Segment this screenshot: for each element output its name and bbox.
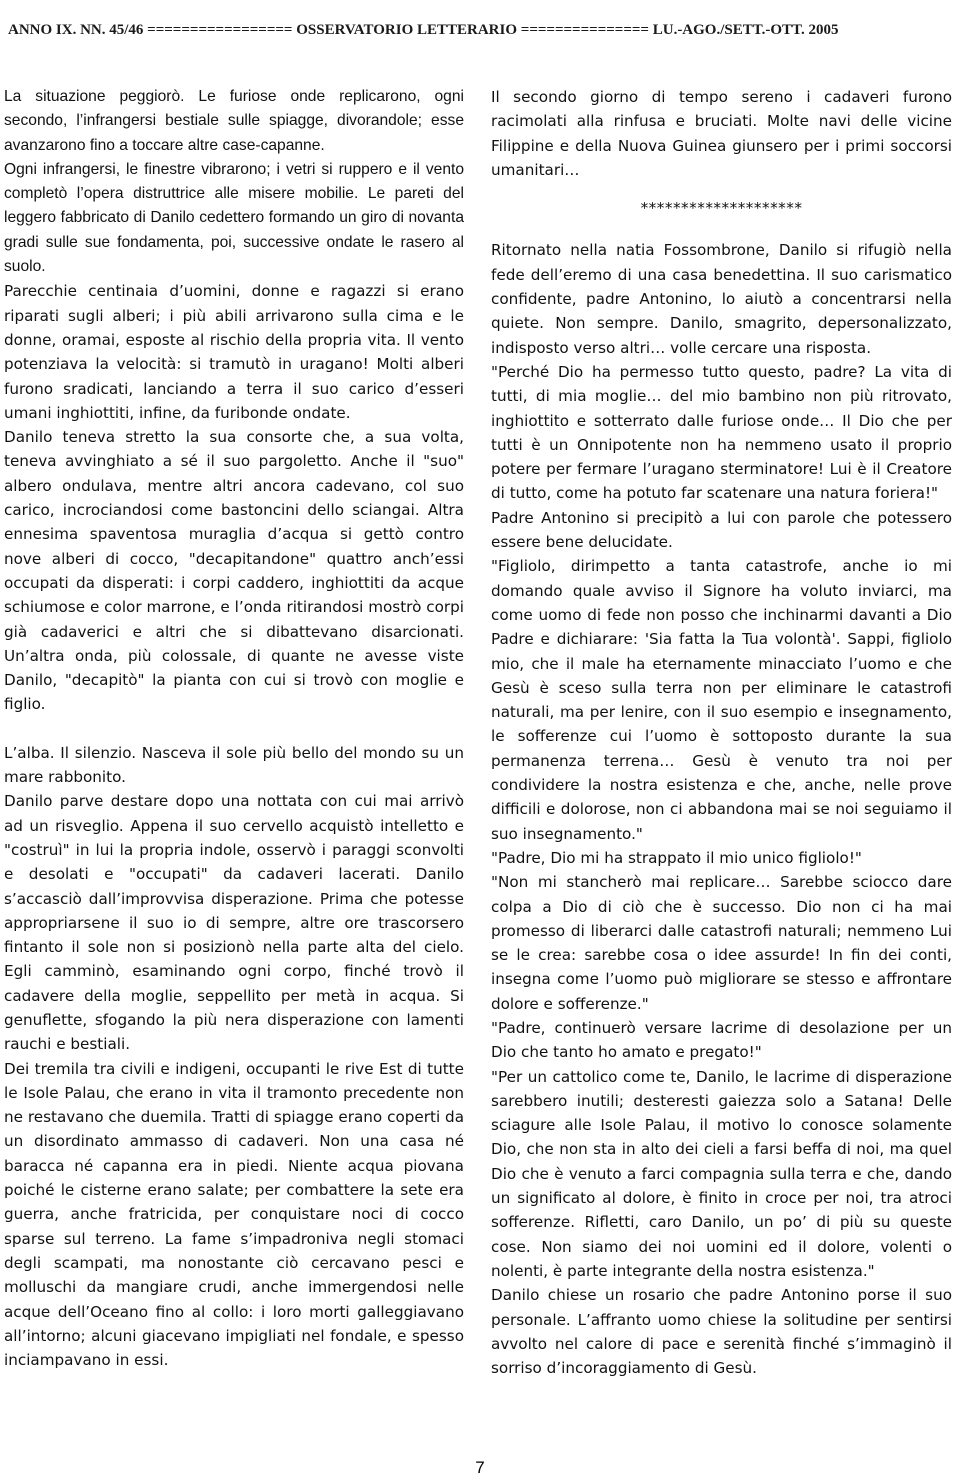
paragraph: Danilo chiese un rosario che padre Antonino porse il suo personale. L’affranto uomo chiese la solitudine per sentirsi avvolto nel calore di pace e serenità finché s’immaginò il sorriso d’incoraggiamento di Gesù. xyxy=(491,1286,952,1378)
paragraph: "Perché Dio ha permesso tutto questo, padre? La vita di tutti, di mia moglie… del mio bambino non più ritrovato, inghiottito e sotterrato dalle furiose onde… Il Dio che per tutti è un Onnipotente non ha nemmeno usato il proprio potere per fermare l’uragano sterminatore! Lui è il Creatore di tutto, come ha potuto far scatenare una natura foriera!" xyxy=(491,362,952,503)
paragraph: Ogni infrangersi, le finestre vibrarono; i vetri si ruppero e il vento completò l’opera distruttrice alle misere mobilie. Le pareti del leggero fabbricato di Danilo cedettero formando un giro di novanta gradi sulle sue fondamenta, poi, successive ondate le rasero al suolo. xyxy=(4,160,464,276)
paragraph: "Figliolo, dirimpetto a tanta catastrofe, anche io mi domando quale avviso il Signore ha voluto inviarci, ma come uomo di fede non posso che inchinarmi davanti a Dio Padre e dichiarare: 'Sia fatta la Tua volontà'. Sappi, figliolo mio, che il male ha eternamente minacciato l’uomo e che Gesù è sceso sulla terra non per eliminare le catastrofi naturali, ma per lenire, con il suo esempio e insegnamento, le sofferenze cui l’uomo è sottoposto durante la sua permanenza terrena… Gesù è venuto tra noi per condividere la nostra esistenza e che, anche, nelle prove difficili e dolorose, non ci abbandona mai se noi seguiamo il suo insegnamento." xyxy=(491,557,952,843)
paragraph: Ritornato nella natia Fossombrone, Danilo si rifugiò nella fede dell’eremo di una casa benedettina. Il suo carismatico confidente, padre Antonino, lo aiutò a concentrarsi nella quiete. Non sempre. Danilo, smagrito, depersonalizzato, indisposto verso altri… volle cercare una risposta. xyxy=(491,241,952,357)
paragraph: Dei tremila tra civili e indigeni, occupanti le rive Est di tutte le Isole Palau, che erano in vita il tramonto precedente non ne restavano che duemila. Tratti di spiagge erano coperti da un disordinato ammasso di cadaveri. Non una casa né baracca né capanna era in piedi. Niente acqua piovana poiché le cisterne erano salate; per combattere la sete era guerra, anche fratricida, per conquistare noci di cocco sparse sul terreno. La fame s’impadroniva negli stomaci degli scampati, ma nonostante ciò cercavano pesci e molluschi da mangiare crudi, anche immergendosi nelle acque dell’Oceano fino al collo: i loro morti galleggiavano all’intorno; alcuni giacevano impigliati nel fondale, e spesso inciampavano in essi. xyxy=(4,1059,464,1370)
paragraph: Il secondo giorno di tempo sereno i cadaveri furono racimolati alla rinfusa e bruciati. Molte navi delle vicine Filippine e della Nuova Guinea giunsero per i primi soccorsi umanitari… xyxy=(491,88,952,179)
paragraph: Padre Antonino si precipitò a lui con parole che potessero essere bene delucidate. xyxy=(491,508,952,552)
paragraph: Danilo parve destare dopo una nottata con cui mai arrivò ad un risveglio. Appena il suo cervello acquistò intelletto e "costruì" in lui la propria indole, osservò i paraggi sconvolti e desolati e "occupati" da cadaveri lacerati. Danilo s’accasciò dall’improvvisa disperazione. Prima che potesse appropriarsene il suo io di sempre, altre ore trascorsero fintanto il sole non si posizionò nella parte alta del cielo. Egli camminò, esaminando ogni corpo, finché trovò il cadavere della moglie, seppellito per metà in acqua. Si genuflette, sfogando la più nera disperazione con lamenti rauchi e bestiali. xyxy=(4,792,464,1054)
paragraph: "Non mi stancherò mai replicare… Sarebbe sciocco dare colpa a Dio di ciò che è successo. Dio non ci ha mai promesso di liberarci dalle catastrofi naturali; nemmeno Lui se le crea: sarebbe cosa o idee assurde! In fin dei conti, insegna come l’uomo può migliorare se stesso e affrontare dolore e sofferenze." xyxy=(491,873,952,1013)
page-number: 7 xyxy=(475,1458,485,1477)
paragraph: L’alba. Il silenzio. Nasceva il sole più bello del mondo su un mare rabbonito. xyxy=(4,743,464,787)
running-header: ANNO IX. NN. 45/46 ================= OSSERVATORIO LETTERARIO =============== LU.-AGO./SETT.-OTT. 2005 xyxy=(8,22,839,38)
paragraph: "Padre, continuerò versare lacrime di desolazione per un Dio che tanto ho amato e pregato!" xyxy=(491,1018,952,1062)
paragraph: "Per un cattolico come te, Danilo, le lacrime di disperazione sarebbero inutili; desteresti gaiezza solo a Satana! Delle sciagure alle Isole Palau, il motivo lo conosce solamente Dio, che non sta in alto dei cieli a farsi beffa di noi, ma quel Dio che è venuto a farci compagnia sulla terra e che, dando un significato al dolore, è finito in croce per noi, tra atroci sofferenze. Rifletti, caro Danilo, un po’ di più su queste cose. Non siamo dei noi uomini ed il dolore, volenti o nolenti, è parte integrante della nostra esistenza." xyxy=(491,1067,952,1280)
left-column xyxy=(4,85,464,1372)
section-separator: ******************** xyxy=(640,199,803,218)
paragraph: Danilo teneva stretto la sua consorte che, a sua volta, teneva avvinghiato a sé il suo pargoletto. Anche il "suo" albero ondulava, mentre altri ancora cadevano, col suo carico, incrociandosi come bastoncini dello sciangai. Altra ennesima spaventosa muraglia d’acqua si gettò contro nove alberi di cocco, "decapitandone" quattro anch’essi occupati da disperati: i corpi caddero, inghiottiti da acque schiumose e color marrone, e l’onda ritirandosi mostrò corpi già cadaverici e altri che si dibattevano disarcionati. Un’altra onda, più colossale, di quante ne avesse viste Danilo, "decapitò" la pianta con cui si trovò con moglie e figlio. xyxy=(4,428,464,714)
paragraph: La situazione peggiorò. Le furiose onde replicarono, ogni secondo, l’infrangersi bestiale sulle spiagge, divorandole; esse avanzarono fino a toccare altre case-capanne. xyxy=(4,88,464,154)
paragraph: "Padre, Dio mi ha strappato il mio unico figliolo!" xyxy=(491,848,862,867)
paragraph: Parecchie centinaia d’uomini, donne e ragazzi si erano riparati sugli alberi; i più abili arrivarono sulla cima e le donne, oramai, esposte al rischio della propria vita. Il vento potenziava la velocità: si tramutò in uragano! Molti alberi furono sradicati, lanciando a terra il suo carico d’esseri umani inghiottiti, infine, da furibonde ondate. xyxy=(4,282,464,422)
right-column xyxy=(491,85,952,1380)
